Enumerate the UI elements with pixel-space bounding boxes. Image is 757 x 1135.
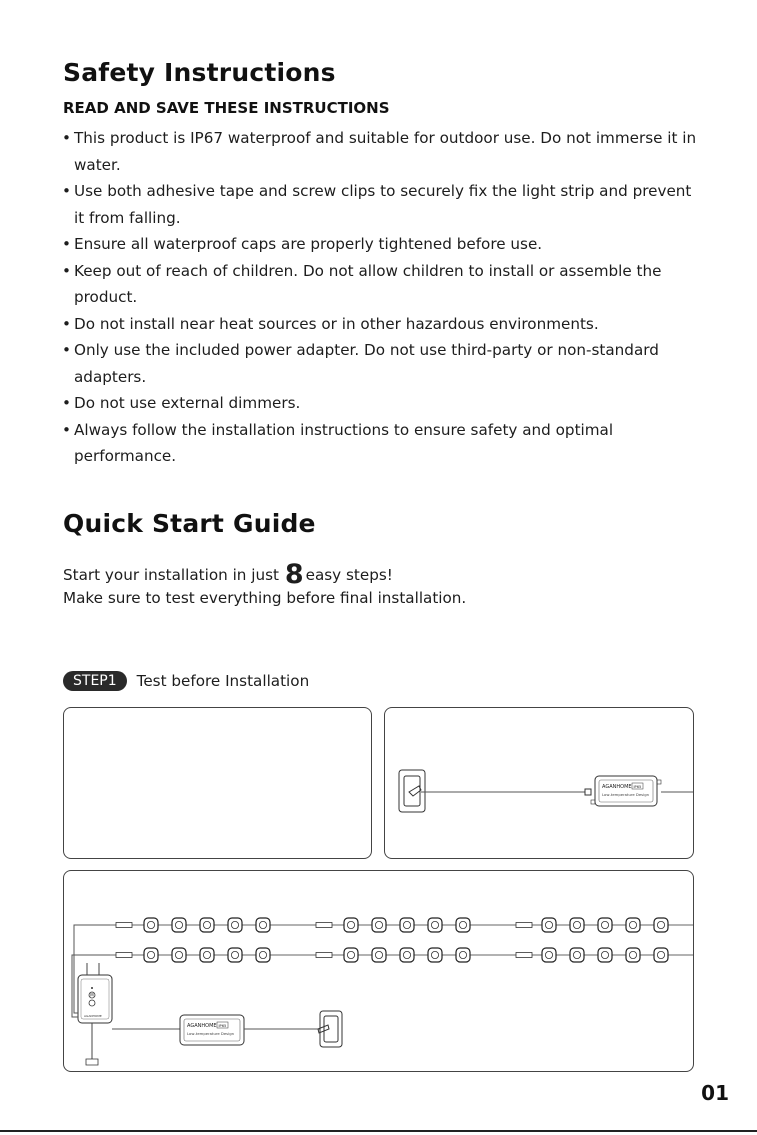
adapter-tag: IP65 bbox=[633, 785, 642, 789]
list-item: • Ensure all waterproof caps are properly tightened before use. bbox=[60, 231, 700, 258]
led-light bbox=[428, 948, 442, 962]
illustration-panel-empty bbox=[63, 707, 372, 859]
quick-start-title: Quick Start Guide bbox=[63, 509, 316, 538]
bullet-dot: • bbox=[62, 182, 71, 200]
led-light bbox=[256, 918, 270, 932]
adapter-tag: IP65 bbox=[218, 1024, 227, 1028]
bullet-dot: • bbox=[62, 235, 71, 253]
quick-start-note: Make sure to test everything before final installation. bbox=[63, 589, 467, 607]
bullet-dot: • bbox=[62, 129, 71, 147]
list-item: • Do not use external dimmers. bbox=[60, 390, 700, 417]
led-light bbox=[400, 918, 414, 932]
bullet-dot: • bbox=[62, 261, 71, 280]
strip-connector bbox=[516, 923, 532, 928]
led-light bbox=[372, 918, 386, 932]
illustration-panel-strips bbox=[63, 870, 694, 1072]
led-light bbox=[598, 918, 612, 932]
strip-connector bbox=[116, 953, 132, 958]
light-strip-illustration bbox=[64, 871, 693, 1071]
adapter-brand: AGANHOME bbox=[187, 1023, 217, 1029]
led-light bbox=[428, 918, 442, 932]
bullet-dot: • bbox=[62, 420, 71, 439]
bullet-dot: • bbox=[62, 394, 71, 412]
led-light bbox=[200, 948, 214, 962]
led-light bbox=[344, 948, 358, 962]
step1-badge: STEP1 bbox=[63, 671, 127, 691]
strip-connector bbox=[516, 953, 532, 958]
list-item: • This product is IP67 waterproof and suitable for outdoor use. Do not immerse it in water. bbox=[60, 125, 700, 178]
safety-title: Safety Instructions bbox=[63, 58, 336, 87]
led-light bbox=[172, 948, 186, 962]
step-count: 8 bbox=[284, 559, 304, 590]
led-light bbox=[598, 948, 612, 962]
bullet-dot: • bbox=[62, 314, 71, 333]
intro-text-before: Start your installation in just bbox=[63, 566, 279, 584]
led-light bbox=[570, 948, 584, 962]
led-light bbox=[542, 918, 556, 932]
led-light bbox=[144, 918, 158, 932]
controller-brand: AGANHOME bbox=[84, 1014, 102, 1018]
led-light bbox=[228, 918, 242, 932]
safety-subtitle: READ AND SAVE THESE INSTRUCTIONS bbox=[63, 99, 390, 117]
led-light bbox=[400, 948, 414, 962]
led-light bbox=[626, 948, 640, 962]
adapter-subtitle: Low-temperature Design bbox=[187, 1031, 235, 1036]
intro-text-after: easy steps! bbox=[305, 566, 393, 584]
list-item: • Only use the included power adapter. Do not use third-party or non-standard adapters. bbox=[60, 337, 700, 390]
safety-list bbox=[60, 125, 700, 470]
power-adapter-icon bbox=[180, 1015, 244, 1045]
led-light bbox=[228, 948, 242, 962]
quick-start-intro bbox=[63, 559, 393, 590]
adapter-subtitle: Low-temperature Design bbox=[602, 792, 650, 797]
bottom-divider bbox=[0, 1130, 757, 1132]
adapter-illustration bbox=[385, 708, 693, 858]
power-adapter-icon bbox=[591, 776, 661, 806]
adapter-brand: AGANHOME bbox=[602, 784, 632, 790]
led-light bbox=[200, 918, 214, 932]
led-light bbox=[570, 918, 584, 932]
wall-outlet-icon bbox=[399, 770, 425, 812]
strip-connector bbox=[116, 923, 132, 928]
list-item: • Do not install near heat sources or in other hazardous environments. bbox=[60, 311, 700, 338]
led-light bbox=[654, 948, 668, 962]
list-item: • Keep out of reach of children. Do not allow children to install or assemble the product. bbox=[60, 258, 700, 311]
led-light bbox=[626, 918, 640, 932]
list-item: • Always follow the installation instructions to ensure safety and optimal performance. bbox=[60, 417, 700, 470]
led-light bbox=[344, 918, 358, 932]
led-light bbox=[456, 918, 470, 932]
led-light bbox=[542, 948, 556, 962]
led-light bbox=[256, 948, 270, 962]
list-item: • Use both adhesive tape and screw clips to securely fix the light strip and prevent it from falling. bbox=[60, 178, 700, 231]
controller-icon bbox=[78, 963, 112, 1065]
led-light bbox=[372, 948, 386, 962]
led-light bbox=[144, 948, 158, 962]
step1-heading bbox=[63, 671, 309, 691]
led-light bbox=[654, 918, 668, 932]
step1-label: Test before Installation bbox=[136, 672, 310, 690]
led-light bbox=[456, 948, 470, 962]
bullet-dot: • bbox=[62, 341, 71, 359]
strip-connector bbox=[316, 923, 332, 928]
led-light bbox=[172, 918, 186, 932]
wall-outlet-icon bbox=[318, 1011, 342, 1047]
strip-connector bbox=[316, 953, 332, 958]
illustration-panel-adapter bbox=[384, 707, 694, 859]
page-number: 01 bbox=[701, 1081, 729, 1105]
controller-mode-label: M bbox=[90, 992, 94, 998]
